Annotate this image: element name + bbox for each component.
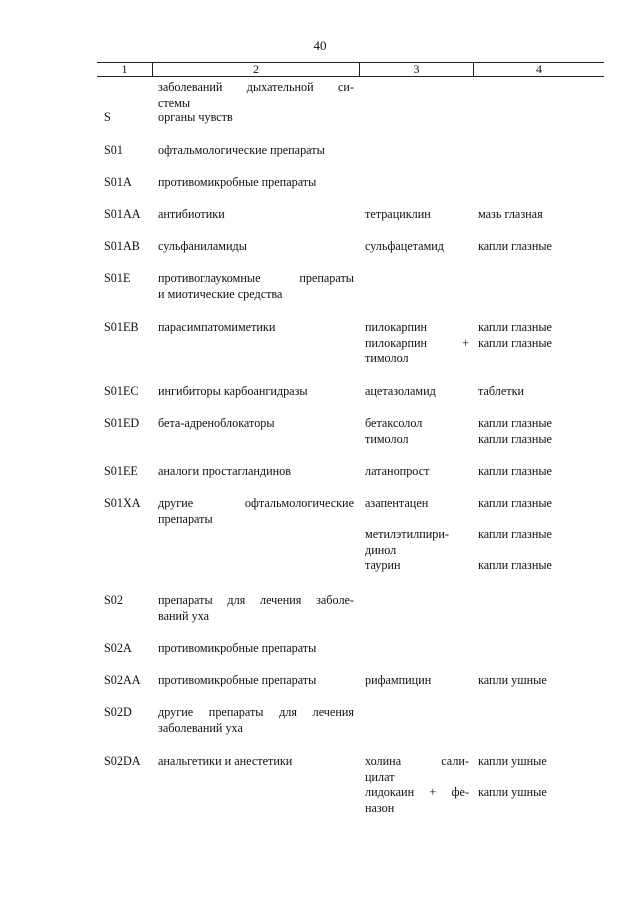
- dosage-form-line: капли глазные: [478, 431, 552, 446]
- drug-name-line: азапентацен: [365, 496, 429, 510]
- drug-name-line: сульфацетамид: [365, 239, 445, 253]
- drug-name: [365, 207, 469, 223]
- drug-name-line: холина сали-: [365, 754, 469, 768]
- drug-name: [365, 239, 469, 255]
- dosage-form-line: капли глазные: [478, 335, 552, 350]
- atc-code: S01AA: [104, 207, 141, 221]
- drug-name-line: бетаксолол: [365, 416, 423, 430]
- group-name: [158, 320, 354, 336]
- dosage-form: [478, 754, 604, 801]
- dosage-form-line: [478, 512, 604, 528]
- group-name-line: препараты: [158, 511, 213, 526]
- drug-name-line: пилокарпин +: [365, 335, 469, 350]
- group-name-line: антибиотики: [158, 207, 225, 221]
- drug-name-line: [365, 512, 469, 528]
- group-name-line: офтальмологические препараты: [158, 143, 325, 157]
- group-name: [158, 593, 354, 624]
- group-name-line: сульфаниламиды: [158, 239, 247, 253]
- drug-name-line: пилокарпин: [365, 320, 428, 334]
- group-name-line: ваний уха: [158, 608, 210, 623]
- atc-code: S01ED: [104, 416, 140, 430]
- dosage-form-line: капли глазные: [478, 464, 552, 478]
- drug-name-line: лидокаин + фе-: [365, 785, 469, 799]
- group-name: [158, 754, 354, 770]
- drug-name-line: таурин: [365, 558, 401, 572]
- atc-code: S02: [104, 593, 123, 607]
- drug-name-line: тимолол: [365, 431, 409, 446]
- dosage-form-line: капли глазные: [478, 527, 552, 541]
- dosage-form-line: капли глазные: [478, 239, 552, 253]
- group-name-line: парасимпатомиметики: [158, 320, 276, 334]
- atc-code: S02D: [104, 705, 132, 719]
- drug-name-line: тетрациклин: [365, 207, 431, 221]
- drug-name: [365, 416, 469, 447]
- group-name-line: заболеваний дыхательной си-: [158, 80, 354, 94]
- group-name-line: бета-адреноблокаторы: [158, 416, 275, 430]
- atc-code: S01EB: [104, 320, 139, 334]
- dosage-form: [478, 239, 604, 255]
- group-name: [158, 464, 354, 480]
- header-col-3: 3: [413, 62, 420, 76]
- group-name: [158, 496, 354, 527]
- header-col-1: 1: [121, 62, 128, 76]
- dosage-form: [478, 416, 604, 447]
- drug-name: [365, 464, 469, 480]
- drug-name: [365, 496, 469, 574]
- drug-name: [365, 384, 469, 400]
- group-name-line: противомикробные препараты: [158, 673, 317, 687]
- group-name-line: и миотические средства: [158, 286, 283, 301]
- dosage-form-line: капли глазные: [478, 496, 552, 510]
- atc-code: S02AA: [104, 673, 141, 687]
- dosage-form-line: капли ушные: [478, 785, 547, 799]
- dosage-form-line: [478, 770, 604, 786]
- group-name: [158, 705, 354, 736]
- atc-code: S01A: [104, 175, 132, 189]
- page-number: 40: [313, 38, 327, 53]
- group-name-line: противомикробные препараты: [158, 175, 317, 189]
- atc-code: S01EE: [104, 464, 138, 478]
- drug-name: [365, 320, 469, 367]
- header-col-4: 4: [536, 62, 542, 76]
- group-name: [158, 175, 354, 191]
- group-name: [158, 416, 354, 432]
- drug-name-line: метилэтилпири-: [365, 527, 449, 541]
- dosage-form-line: капли глазные: [478, 558, 552, 572]
- drug-name-line: ацетазоламид: [365, 384, 436, 398]
- atc-code: S01AB: [104, 239, 140, 253]
- dosage-form-line: капли глазные: [478, 320, 552, 334]
- atc-code: S02A: [104, 641, 132, 655]
- drug-name: [365, 673, 469, 689]
- group-name: [158, 207, 354, 223]
- atc-code: S01EC: [104, 384, 139, 398]
- drug-name: [365, 754, 469, 816]
- dosage-form-line: мазь глазная: [478, 207, 543, 221]
- dosage-form-line: капли глазные: [478, 416, 552, 430]
- dosage-form: [478, 673, 604, 689]
- drug-name-line: тимолол: [365, 351, 409, 365]
- dosage-form: [478, 496, 604, 574]
- group-name-line: препараты для лечения заболе-: [158, 593, 354, 607]
- group-name: [158, 673, 354, 689]
- atc-code: S01XA: [104, 496, 141, 510]
- group-name: [158, 110, 354, 126]
- group-name: [158, 641, 354, 657]
- dosage-form-line: капли ушные: [478, 673, 547, 687]
- group-name: [158, 80, 354, 111]
- group-name: [158, 271, 354, 302]
- dosage-form: [478, 384, 604, 400]
- drug-name-line: цилат: [365, 769, 395, 784]
- dosage-form: [478, 320, 604, 351]
- atc-code: S01E: [104, 271, 131, 285]
- atc-code: S02DA: [104, 754, 141, 768]
- dosage-form-line: капли ушные: [478, 754, 547, 768]
- header-col-2: 2: [253, 62, 259, 76]
- dosage-form: [478, 464, 604, 480]
- group-name-line: аналоги простагландинов: [158, 464, 291, 478]
- group-name-line: стемы: [158, 95, 191, 110]
- dosage-form-line: [478, 543, 604, 559]
- drug-name-line: динол: [365, 542, 397, 557]
- dosage-form-line: таблетки: [478, 384, 525, 398]
- drug-name-line: назон: [365, 800, 395, 815]
- table-header: [97, 62, 604, 77]
- atc-code: S: [104, 110, 111, 124]
- group-name-line: противоглаукомные препараты: [158, 271, 354, 285]
- group-name-line: анальгетики и анестетики: [158, 754, 293, 768]
- group-name-line: другие офтальмологические: [158, 496, 354, 510]
- group-name-line: ингибиторы карбоангидразы: [158, 384, 308, 398]
- atc-code: S01: [104, 143, 123, 157]
- group-name-line: противомикробные препараты: [158, 641, 317, 655]
- drug-name-line: рифампицин: [365, 673, 432, 687]
- group-name: [158, 384, 354, 400]
- dosage-form: [478, 207, 604, 223]
- group-name: [158, 143, 354, 159]
- group-name-line: органы чувств: [158, 110, 233, 124]
- group-name: [158, 239, 354, 255]
- group-name-line: заболеваний уха: [158, 720, 243, 735]
- group-name-line: другие препараты для лечения: [158, 705, 354, 719]
- drug-name-line: латанопрост: [365, 464, 430, 478]
